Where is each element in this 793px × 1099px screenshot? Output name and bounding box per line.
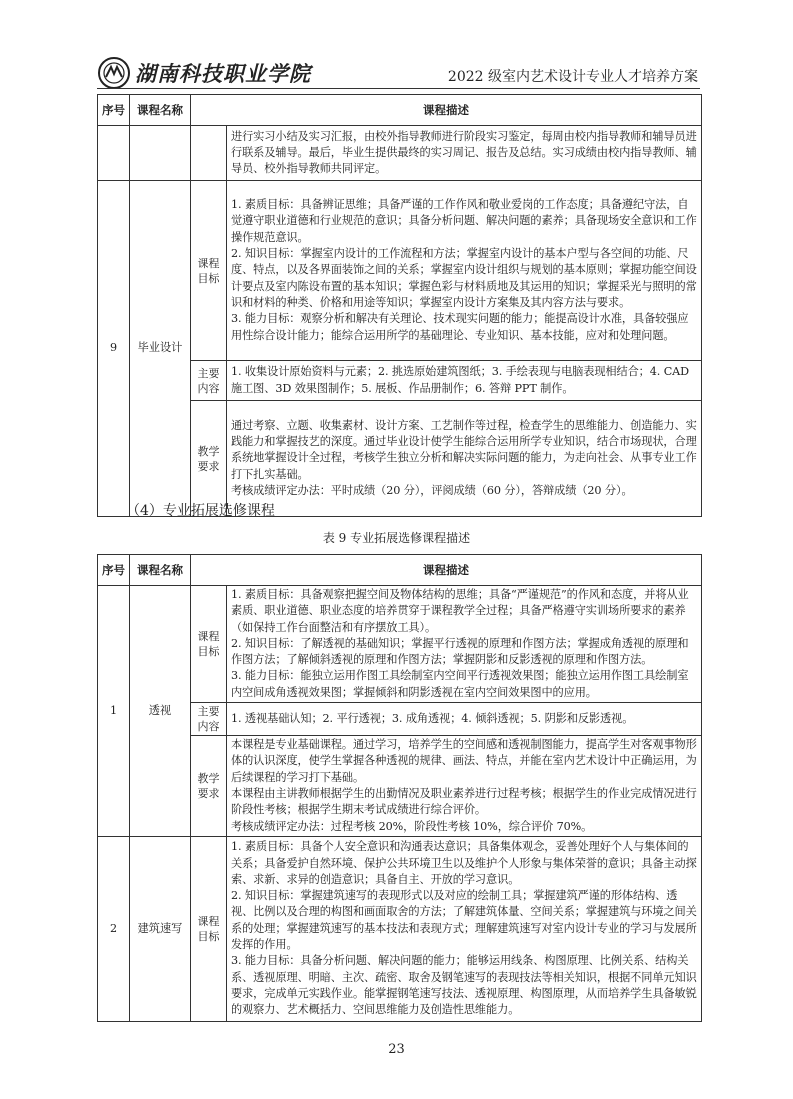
elective-course-table (97, 554, 702, 1022)
course-name: 建筑速写 (130, 836, 191, 1021)
col-header-desc: 课程描述 (191, 555, 702, 586)
sub-label-goal: 课程目标 (191, 586, 227, 703)
course-name: 毕业设计 (130, 181, 191, 517)
sub-label-requirements: 教学要求 (191, 401, 227, 517)
course-requirements: 本课程是专业基础课程。通过学习，培养学生的空间感和透视制图能力，提高学生对客观事物形体的认识深度，使学生掌握各种透视的规律、画法、特点，并能在室内艺术设计中正确运用，为后续课程的学习打下基础。 本课程由主讲教师根据学生的出勤情况及职业素养进行过程考核；根据学生的作业完成情况进行阶段性考核；根据学生期末考试成绩进行综合评价。 考核成绩评定办法：过程考核 20%，阶段性考核 10%，综合评价 70%。 (227, 736, 702, 837)
table-header-row (98, 555, 702, 586)
table-row (98, 586, 702, 703)
page-header (97, 44, 700, 90)
school-logo-icon (97, 56, 131, 90)
header-divider (97, 88, 700, 89)
course-goal: 1. 素质目标：具备个人安全意识和沟通表达意识；具备集体观念，妥善处理好个人与集体间的关系；具备爱护自然环境、保护公共环境卫生以及维护个人形象与集体荣誉的意识；具备主动探索、求新、求异的创造意识；具备自主、开放的学习意识。 2. 知识目标：掌握建筑速写的表现形式以及对应的绘制工具；掌握建筑严谨的形体结构、透视、比例以及合理的构图和画面取舍的方法；了解建筑体量、空间关系；掌握建筑与环境之间关系的处理；掌握建筑速写的基本技法和表现方式；理解建筑速写对室内设计专业的学习与发展所发挥的作用。 3. 能力目标：具备分析问题、解决问题的能力；能够运用线条、构图原理、比例关系、结构关系、透视原理、明暗、主次、疏密、取舍及钢笔速写的表现技法等相关知识，根据不同单元知识要求，完成单元实践作业。能掌握钢笔速写技法、透视原理、构图原理，从而培养学生具备敏锐的观察力、艺术概括力、空间思维能力及创造性思维能力。 (227, 836, 702, 1021)
page-number: 23 (388, 1042, 405, 1057)
row-number: 9 (98, 181, 130, 517)
col-header-name: 课程名称 (130, 95, 191, 126)
sub-label-goal: 课程目标 (191, 836, 227, 1021)
col-header-no: 序号 (98, 555, 130, 586)
course-requirements: 通过考察、立题、收集素材、设计方案、工艺制作等过程，检查学生的思维能力、创造能力、实践能力和掌握技艺的深度。通过毕业设计使学生能综合运用所学专业知识，结合市场现状，合理系统地掌握设计全过程，考核学生独立分析和解决实际问题的能力，为走向社会、从事专业工作打下扎实基础。 考核成绩评定办法：平时成绩（20 分），评阅成绩（60 分），答辩成绩（20 分）。 (227, 401, 702, 517)
section-title: （4）专业拓展选修课程 (126, 503, 275, 519)
col-header-no: 序号 (98, 95, 130, 126)
document-title: 2022 级室内艺术设计专业人才培养方案 (447, 69, 698, 85)
sub-label-content: 主要内容 (191, 703, 227, 736)
col-header-name: 课程名称 (130, 555, 191, 586)
row-number: 1 (98, 586, 130, 837)
course-table-continued (97, 94, 702, 517)
sub-label-content: 主要内容 (191, 361, 227, 401)
course-goal: 1. 素质目标：具备辨证思维；具备严谨的工作作风和敬业爱岗的工作态度；具备遵纪守法，自觉遵守职业道德和行业规范的意识；具备分析问题、解决问题的素养；具备现场安全意识和工作操作规范意识。 2. 知识目标：掌握室内设计的工作流程和方法；掌握室内设计的基本户型与各空间的功能、尺度、特点，以及各界面装饰之间的关系；掌握室内设计组织与规划的基本原则；掌握功能空间设计要点及室内陈设布置的基本知识；掌握色彩与材料质地及其运用的知识；掌握采光与照明的常识和材料的种类、价格和用途等知识；掌握室内设计方案集及其内容方法与要求。 3. 能力目标：观察分析和解决有关理论、技术现实问题的能力；能提高设计水准，具备较强应用性综合设计能力；能综合运用所学的基础理论、专业知识、基本技能，应对和处理问题。 (227, 181, 702, 361)
table-row (98, 836, 702, 1021)
sub-label-goal: 课程目标 (191, 181, 227, 361)
table-row (98, 181, 702, 361)
table-row (98, 126, 702, 181)
row-number: 2 (98, 836, 130, 1021)
col-header-desc: 课程描述 (191, 95, 702, 126)
sub-label-requirements: 教学要求 (191, 736, 227, 837)
course-content: 1. 透视基础认知；2. 平行透视；3. 成角透视；4. 倾斜透视；5. 阴影和反影透视。 (227, 703, 702, 736)
continued-description: 进行实习小结及实习汇报，由校外指导教师进行阶段实习鉴定，每周由校内指导教师和辅导员进行联系及辅导。最后，毕业生提供最终的实习周记、报告及总结。实习成绩由校内指导教师、辅导员、校外指导教师共同评定。 (227, 126, 702, 181)
course-content: 1. 收集设计原始资料与元素；2. 挑选原始建筑图纸；3. 手绘表现与电脑表现相结合；4. CAD 施工图、3D 效果图制作；5. 展板、作品册制作；6. 答辩 PPT 制作。 (227, 361, 702, 401)
table-caption: 表 9 专业拓展选修课程描述 (322, 531, 471, 545)
school-name: 湖南科技职业学院 (135, 61, 311, 86)
table-header-row (98, 95, 702, 126)
course-goal: 1. 素质目标：具备观察把握空间及物体结构的思维；具备“严谨规范”的作风和态度，并将从业素质、职业道德、职业态度的培养贯穿于课程教学全过程；具备严格遵守实训场所要求的素养（如保持工作台面整洁和有序摆放工具）。 2. 知识目标：了解透视的基础知识；掌握平行透视的原理和作图方法；掌握成角透视的原理和作图方法；了解倾斜透视的原理和作图方法；掌握阴影和反影透视的原理和作图方法。 3. 能力目标：能独立运用作图工具绘制室内空间平行透视效果图；能独立运用作图工具绘制室内空间成角透视效果图；掌握倾斜和阴影透视在室内空间效果图中的应用。 (227, 586, 702, 703)
course-name: 透视 (130, 586, 191, 837)
